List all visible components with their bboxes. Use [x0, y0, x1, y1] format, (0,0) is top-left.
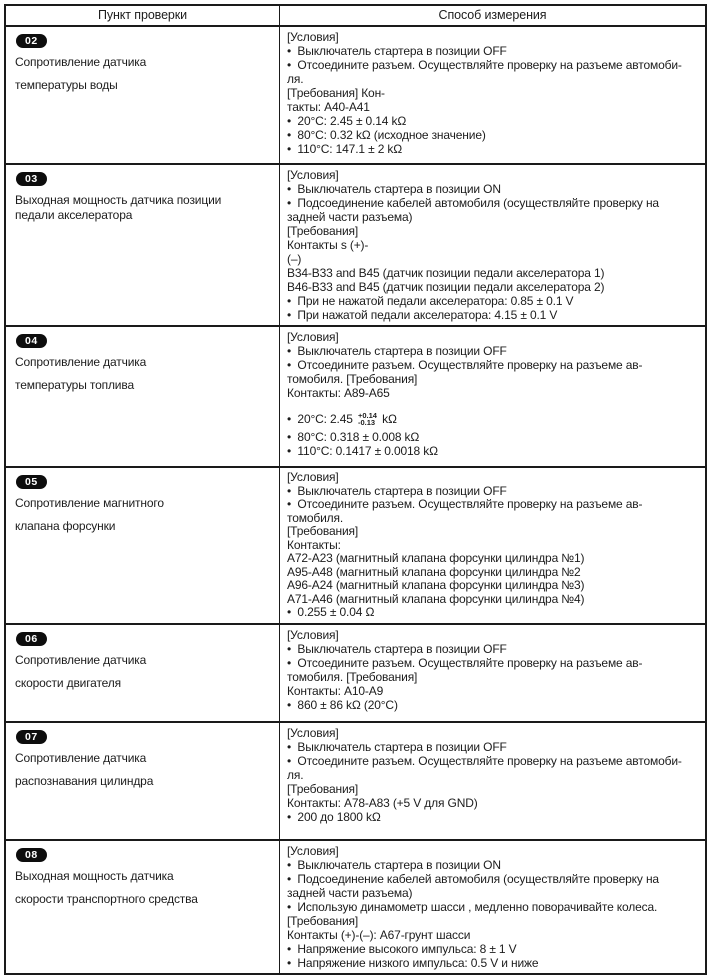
- method-line: B34-B33 and B45 (датчик позиции педали акселератора 1): [287, 266, 605, 280]
- method-line: [Условия]: [287, 627, 339, 642]
- method-line: Контакты (+)-(–): A67-грунт шасси: [287, 927, 471, 942]
- tolerance-value-before: • 20°C: 2.45: [287, 412, 356, 426]
- method-line: • 0.255 ± 0.04 Ω: [287, 605, 375, 619]
- method-line: томобиля. [Требования]: [287, 669, 418, 684]
- table-row: [6, 468, 705, 625]
- check-item-title: температуры топлива: [15, 378, 134, 392]
- check-item-title: распознавания цилиндра: [15, 773, 154, 788]
- row-number-badge: 02: [16, 34, 47, 48]
- method-line: • 80°C: 0.32 kΩ (исходное значение): [287, 128, 486, 142]
- method-line: • Отсоедините разъем. Осуществляйте проверку на разъеме автомоби-: [287, 753, 682, 768]
- method-line: • Выключатель стартера в позиции OFF: [287, 44, 507, 58]
- row-number-badge: 08: [16, 848, 47, 862]
- method-line: ля.: [287, 72, 304, 86]
- method-line-gap: [287, 400, 697, 409]
- method-line: Контакты:: [287, 537, 341, 552]
- method-line: A72-A23 (магнитный клапана форсунки цилиндра №1): [287, 551, 585, 565]
- method-line: • 200 до 1800 kΩ: [287, 809, 381, 824]
- header-measurement-method: Способ измерения: [438, 8, 547, 22]
- method-line: • Выключатель стартера в позиции ON: [287, 182, 501, 196]
- check-item-title: Сопротивление датчика: [15, 652, 147, 667]
- method-line: • Напряжение низкого импульса: 0.5 V и ниже: [287, 955, 539, 970]
- tolerance-value-after: kΩ: [378, 412, 397, 426]
- check-item-title: температуры воды: [15, 78, 118, 92]
- method-line: [Условия]: [287, 470, 339, 484]
- method-line: A96-A24 (магнитный клапана форсунки цилиндра №3): [287, 578, 585, 592]
- method-line: Контакты s (+)-: [287, 238, 369, 252]
- check-item-cell: [6, 625, 280, 721]
- method-line: • Напряжение высокого импульса: 8 ± 1 V: [287, 941, 517, 956]
- check-item-title: Сопротивление датчика: [15, 355, 147, 369]
- check-item-title: скорости двигателя: [15, 675, 121, 690]
- method-line: задней части разъема): [287, 210, 413, 224]
- check-item-title: клапана форсунки: [15, 519, 116, 533]
- method-line: • Подсоединение кабелей автомобиля (осуществляйте проверку на: [287, 871, 659, 886]
- check-item-cell: [6, 27, 280, 163]
- check-item-title: Выходная мощность датчика позиции: [15, 193, 222, 207]
- method-line: • Отсоедините разъем. Осуществляйте проверку на разъеме ав-: [287, 655, 643, 670]
- method-line: • Подсоединение кабелей автомобиля (осуществляйте проверку на: [287, 196, 659, 210]
- method-line: [Условия]: [287, 30, 339, 44]
- method-line: • 20°C: 2.45 ± 0.14 kΩ: [287, 114, 407, 128]
- measurement-method-cell: [280, 468, 705, 623]
- method-line: A71-A46 (магнитный клапана форсунки цилиндра №4): [287, 591, 585, 606]
- measurement-method-cell: [280, 327, 705, 466]
- table-row: [6, 625, 705, 723]
- method-line: такты: A40-A41: [287, 100, 370, 114]
- method-line: [Условия]: [287, 330, 339, 344]
- tolerance-stack: [358, 412, 377, 426]
- method-line: [Условия]: [287, 725, 339, 740]
- method-line: [Условия]: [287, 168, 339, 182]
- check-item-title: Сопротивление датчика: [15, 750, 147, 765]
- check-item-cell: [6, 327, 280, 466]
- method-line: • 110°C: 147.1 ± 2 kΩ: [287, 142, 403, 156]
- table-header-row: [6, 6, 705, 27]
- method-line: • Выключатель стартера в позиции OFF: [287, 739, 507, 754]
- row-number-badge: 03: [16, 172, 47, 186]
- method-line: • Использую динамометр шасси , медленно поворачивайте колеса.: [287, 899, 658, 914]
- table-row: [6, 723, 705, 841]
- method-line: • 80°C: 0.318 ± 0.008 kΩ: [287, 430, 420, 444]
- method-line: • 860 ± 86 kΩ (20°C): [287, 697, 398, 712]
- method-line: [Требования]: [287, 224, 359, 238]
- check-item-title: скорости транспортного средства: [15, 891, 198, 906]
- measurement-method-cell: [280, 841, 705, 976]
- measurement-method-cell: [280, 723, 705, 839]
- method-line: • 110°C: 0.1417 ± 0.0018 kΩ: [287, 444, 438, 458]
- method-line-tolerance: [287, 409, 697, 430]
- table-row: [6, 841, 705, 976]
- check-item-title: Сопротивление магнитного: [15, 496, 164, 510]
- method-line: Контакты: A89-A65: [287, 386, 390, 400]
- check-item-title: педали акселератора: [15, 208, 133, 222]
- method-line: томобиля.: [287, 510, 344, 525]
- method-line: [Требования]: [287, 781, 359, 796]
- check-item-title: Сопротивление датчика: [15, 55, 147, 69]
- table-row: [6, 27, 705, 165]
- row-number-badge: 07: [16, 730, 47, 744]
- method-line: • Отсоедините разъем. Осуществляйте проверку на разъеме автомоби-: [287, 58, 682, 72]
- method-line: • При не нажатой педали акселератора: 0.85 ± 0.1 V: [287, 294, 574, 308]
- method-line: • При нажатой педали акселератора: 4.15 ± 0.1 V: [287, 308, 558, 322]
- method-line: томобиля. [Требования]: [287, 372, 418, 386]
- table-row: [6, 327, 705, 468]
- check-item-cell: [6, 165, 280, 325]
- method-line: • Выключатель стартера в позиции OFF: [287, 483, 507, 498]
- method-line: задней части разъема): [287, 885, 413, 900]
- check-item-cell: [6, 723, 280, 839]
- method-line: • Выключатель стартера в позиции ON: [287, 857, 501, 872]
- check-item-title: Выходная мощность датчика: [15, 868, 174, 883]
- method-line: • Выключатель стартера в позиции OFF: [287, 344, 507, 358]
- method-line: • Отсоедините разъем. Осуществляйте проверку на разъеме ав-: [287, 358, 643, 372]
- method-line: [Требования] Кон-: [287, 86, 385, 100]
- method-line: • Выключатель стартера в позиции OFF: [287, 641, 507, 656]
- method-line: Контакты: A10-A9: [287, 683, 384, 698]
- row-number-badge: 04: [16, 334, 47, 348]
- method-line: [Требования]: [287, 524, 359, 538]
- check-item-cell: [6, 468, 280, 623]
- row-number-badge: 06: [16, 632, 47, 646]
- row-number-badge: 05: [16, 475, 47, 489]
- method-line: • Отсоедините разъем. Осуществляйте проверку на разъеме ав-: [287, 497, 643, 511]
- table-row: [6, 165, 705, 327]
- tolerance-plus: +0.14: [357, 411, 377, 420]
- method-line: ля.: [287, 767, 304, 782]
- measurement-method-cell: [280, 27, 705, 163]
- method-line: B46-B33 and B45 (датчик позиции педали акселератора 2): [287, 280, 605, 294]
- header-check-item: Пункт проверки: [6, 6, 280, 25]
- method-line: A95-A48 (магнитный клапана форсунки цилиндра №2: [287, 564, 581, 579]
- method-line: [Требования]: [287, 913, 359, 928]
- inspection-table: [4, 4, 707, 975]
- measurement-method-cell: [280, 165, 705, 325]
- method-line: Контакты: A78-A83 (+5 V для GND): [287, 795, 478, 810]
- method-line: [Условия]: [287, 843, 339, 858]
- method-line: (–): [287, 252, 302, 266]
- tolerance-minus: -0.13: [357, 418, 376, 427]
- check-item-cell: [6, 841, 280, 976]
- measurement-method-cell: [280, 625, 705, 721]
